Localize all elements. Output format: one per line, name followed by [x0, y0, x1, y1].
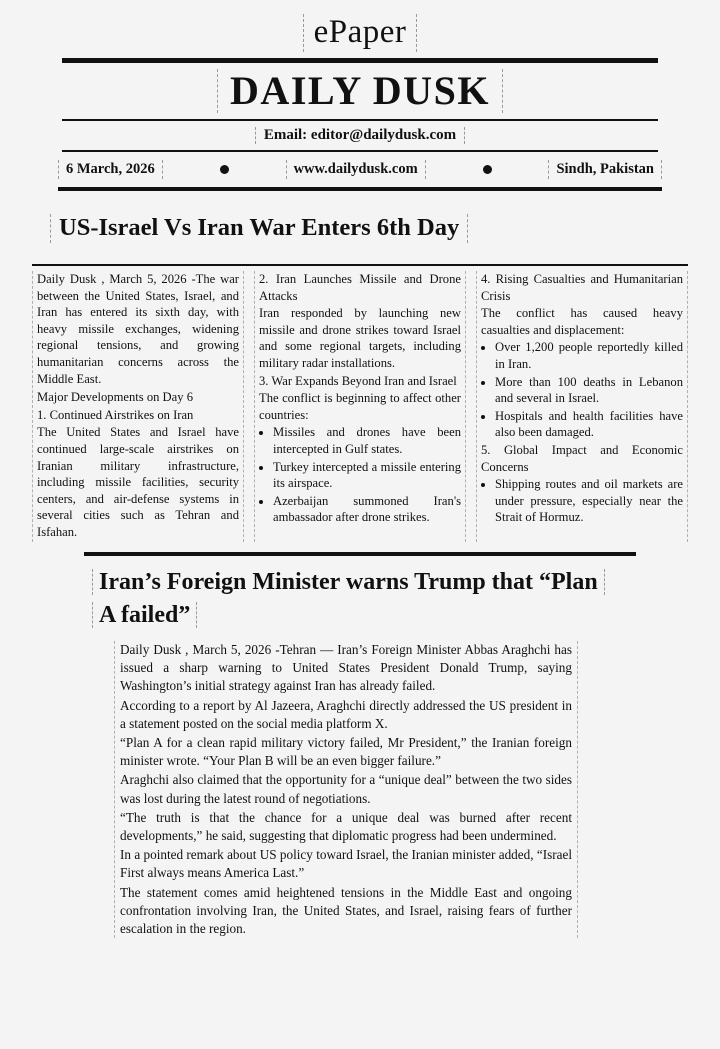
- article1-column-1: [32, 271, 244, 542]
- article1-columns: [32, 271, 688, 542]
- divider-under-headline1: [32, 264, 688, 266]
- list-item: • Hospitals and health facilities have also been damaged.: [495, 408, 683, 441]
- article1-subhead: Major Developments on Day 6: [37, 390, 193, 405]
- article1-item2-title: 2. Iran Launches Missile and Drone Attacks: [259, 271, 461, 303]
- list-item: • Turkey intercepted a missile entering its airspace.: [273, 459, 461, 492]
- article1-item1-body: The United States and Israel have continued large-scale airstrikes on Iranian military infrastructure, including missile facilities, security centers, and air-defense systems in several cities such as Tehran and Isfahan.: [37, 425, 239, 540]
- article2-paragraph: The statement comes amid heightened tensions in the Middle East and ongoing confrontation involving Iran, the United States, and Israel, raising fears of further escalation in the region.: [120, 884, 572, 937]
- divider-top: [62, 58, 658, 63]
- article2-headline: Iran’s Foreign Minister warns Trump that “Plan A failed”: [92, 569, 605, 629]
- list-item: • Shipping routes and oil markets are under pressure, especially near the Strait of Hormuz.: [495, 476, 683, 526]
- article1-headline-wrap: [50, 198, 706, 259]
- article1-headline: US-Israel Vs Iran War Enters 6th Day: [50, 214, 468, 242]
- issue-date: 6 March, 2026: [58, 160, 163, 179]
- article1-lead: Daily Dusk , March 5, 2026 -The war between the United States, Israel, and Iran has entered its sixth day, with heavy missile exchanges, widening regional tensions, and growing humanitarian concerns across the Middle East.: [37, 271, 239, 386]
- article1-item3-bullets: [259, 424, 461, 526]
- email-wrap: [14, 126, 706, 144]
- article2-paragraph: Daily Dusk , March 5, 2026 -Tehran — Iran’s Foreign Minister Abbas Araghchi has issued a sharp warning to United States President Donald Trump, saying Washington’s initial strategy against Iran has already failed.: [120, 641, 572, 694]
- article2-paragraph: According to a report by Al Jazeera, Araghchi directly addressed the US president in a statement posted on the social media platform X.: [120, 697, 572, 731]
- article1-item4-title: 4. Rising Casualties and Humanitarian Crisis: [481, 271, 683, 303]
- list-item: • Over 1,200 people reportedly killed in Iran.: [495, 339, 683, 372]
- divider-under-email: [62, 150, 658, 152]
- article1-item5-bullets: [481, 476, 683, 526]
- list-item: • More than 100 deaths in Lebanon and several in Israel.: [495, 374, 683, 407]
- article1-column-2: [254, 271, 466, 542]
- publication-location: Sindh, Pakistan: [548, 160, 662, 179]
- article1-item1-title: 1. Continued Airstrikes on Iran: [37, 407, 194, 422]
- article1-item2-body: Iran responded by launching new missile and drone strikes toward Israel and some regional targets, including military radar installations.: [259, 306, 461, 370]
- paper-title: DAILY DUSK: [217, 69, 503, 113]
- article2-paragraph: “Plan A for a clean rapid military victory failed, Mr President,” the Iranian foreign minister wrote. “Your Plan B will be an even bigger failure.”: [120, 734, 572, 769]
- editor-email: Email: editor@dailydusk.com: [255, 127, 465, 144]
- dot-separator-icon: [220, 165, 229, 174]
- divider-between-articles: [84, 552, 636, 556]
- list-item: • Azerbaijan summoned Iran's ambassador after drone strikes.: [273, 493, 461, 526]
- article1-item3-body: The conflict is beginning to affect other countries:: [259, 391, 461, 422]
- epaper-header: [14, 0, 706, 52]
- article1-item4-bullets: [481, 339, 683, 441]
- divider-under-title: [62, 119, 658, 121]
- paper-title-wrap: [14, 69, 706, 113]
- divider-under-infobar: [58, 187, 662, 191]
- article1-column-3: [476, 271, 688, 542]
- dot-separator-icon: [483, 165, 492, 174]
- article2-paragraph: In a pointed remark about US policy toward Israel, the Iranian minister added, “Israel First always means America Last.”: [120, 847, 572, 881]
- masthead-infobar: [58, 160, 662, 179]
- article2-body: [114, 641, 578, 939]
- article2-paragraph: “The truth is that the chance for a unique deal was burned after recent developments,” he said, suggesting that diplomatic progress had been undermined.: [120, 809, 572, 844]
- article1-item5-title: 5. Global Impact and Economic Concerns: [481, 443, 683, 474]
- epaper-label: ePaper: [303, 14, 418, 52]
- article1-item3-title: 3. War Expands Beyond Iran and Israel: [259, 373, 457, 388]
- website-url: www.dailydusk.com: [286, 160, 426, 179]
- article2-headline-wrap: [92, 566, 602, 633]
- list-item: • Missiles and drones have been intercepted in Gulf states.: [273, 424, 461, 457]
- article1-item4-body: The conflict has caused heavy casualties and displacement:: [481, 306, 683, 337]
- article2-paragraph: Araghchi also claimed that the opportunity for a “unique deal” between the two sides was lost during the latest round of negotiations.: [120, 772, 572, 806]
